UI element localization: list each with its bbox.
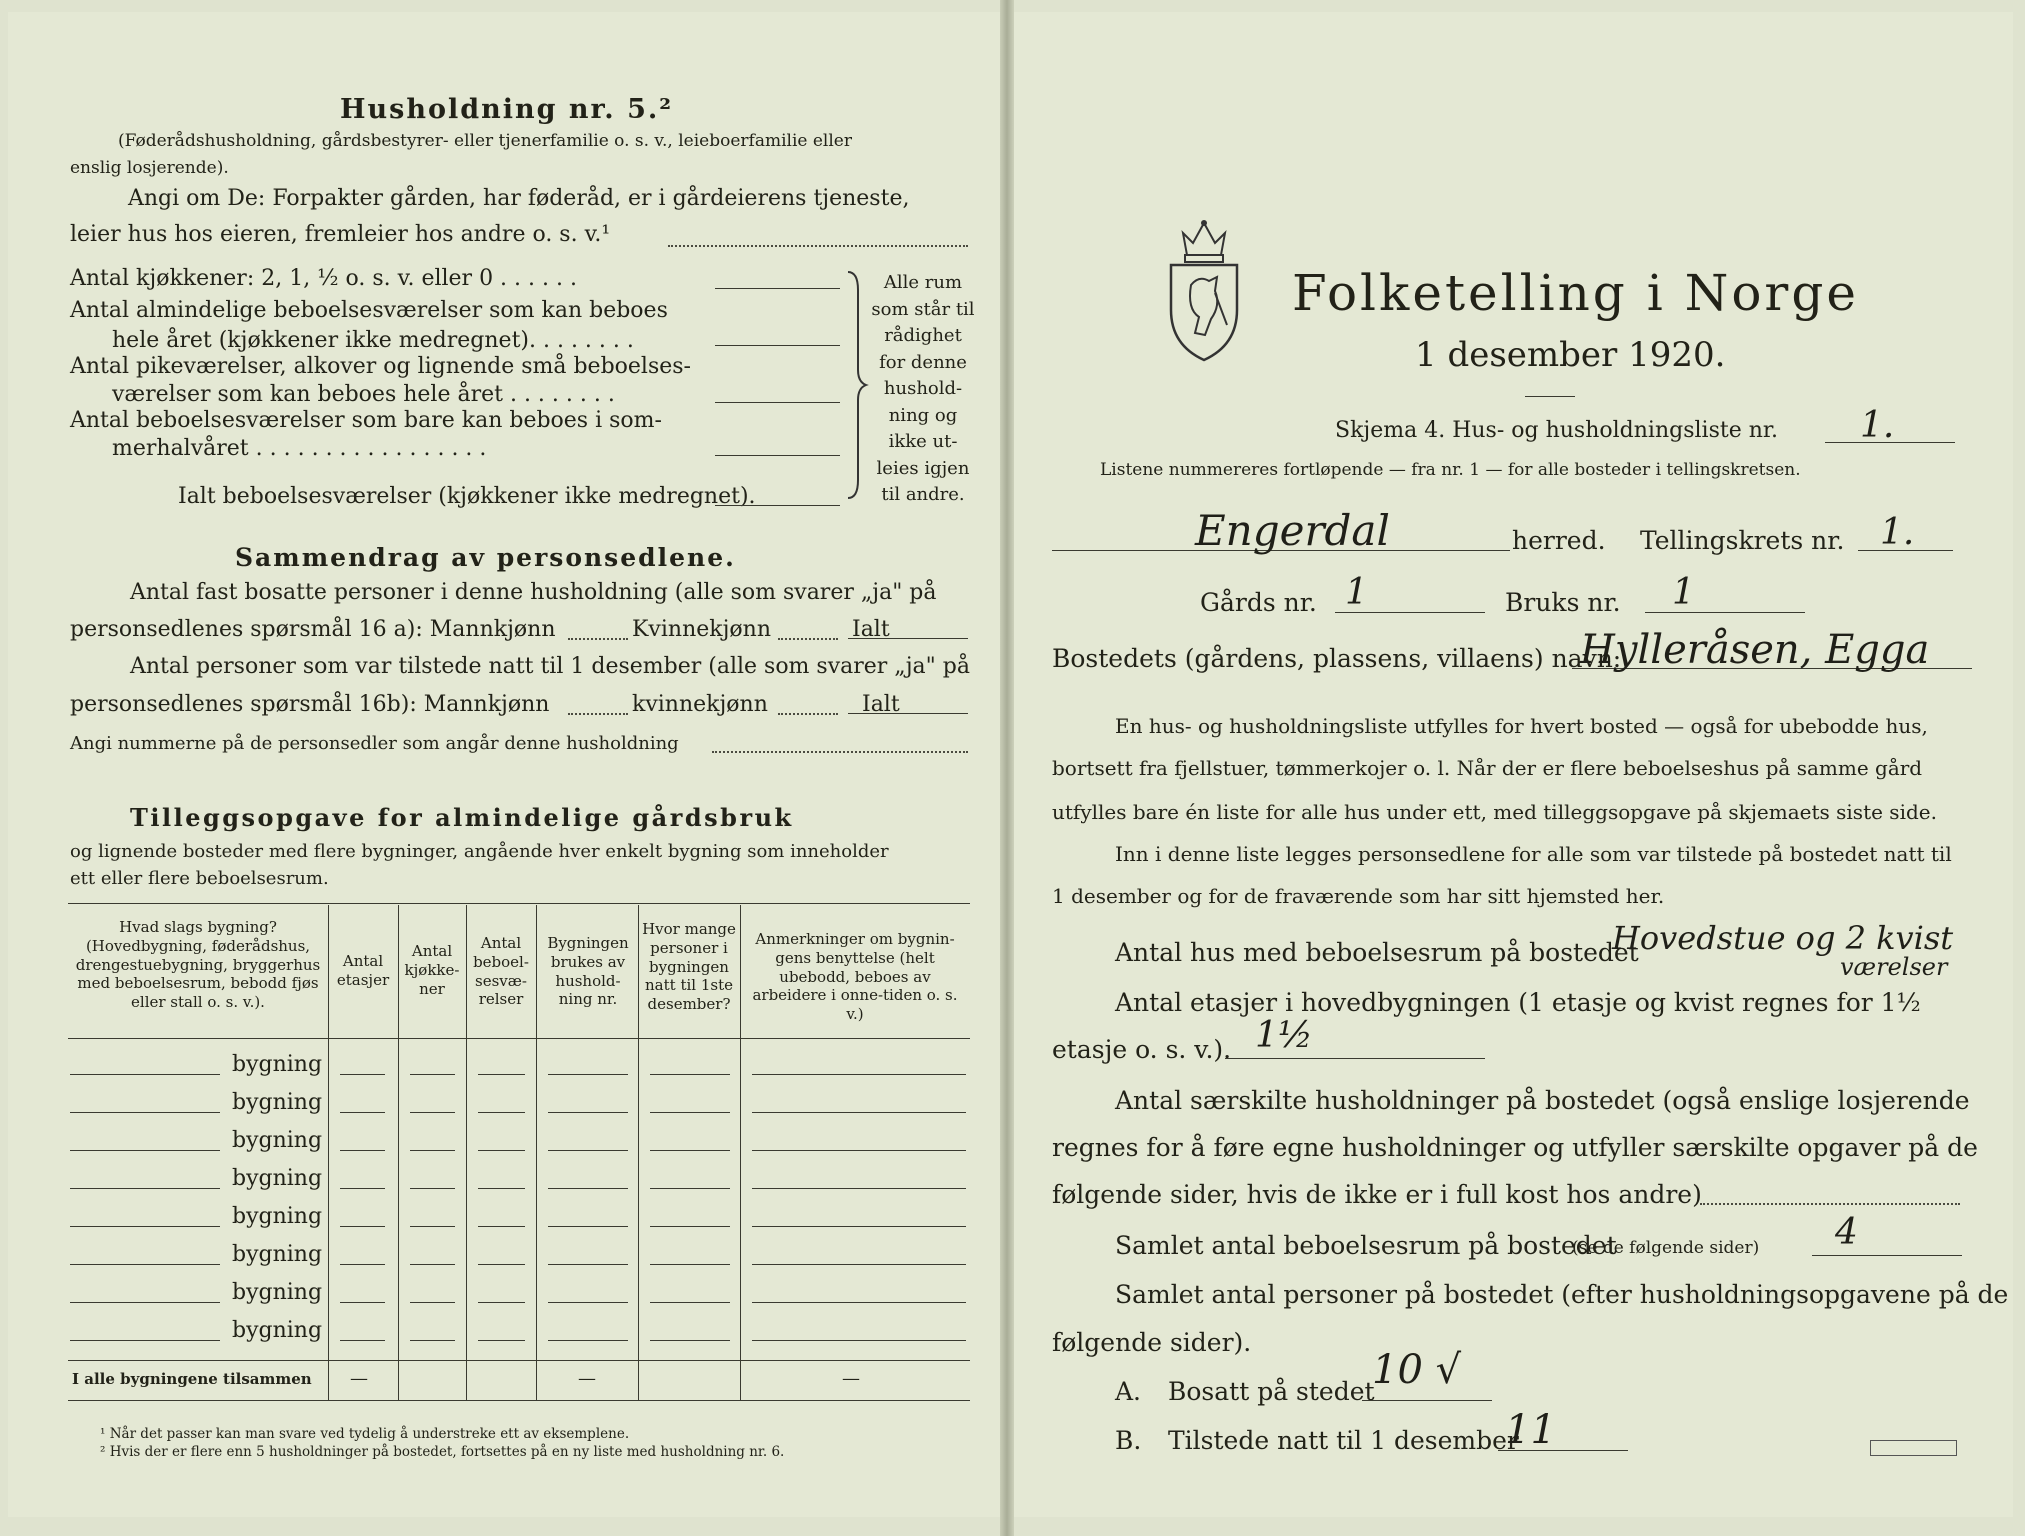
rooms-line-5: værelser som kan beboes hele året . . . . . . . . bbox=[112, 382, 615, 407]
table-cell-blank bbox=[752, 1226, 966, 1227]
table-cell-blank bbox=[548, 1264, 628, 1265]
antal-hus-label: Antal hus med beboelsesrum på bostedet bbox=[1115, 938, 1639, 967]
summary-kvinne: Kvinnekjønn bbox=[632, 617, 771, 642]
samlet-rum-fill-line bbox=[1812, 1255, 1962, 1256]
samlet-pers-line-1: Samlet antal personer på bostedet (efter husholdningsopgavene på de bbox=[1115, 1280, 2009, 1309]
footnote-1: ¹ Når det passer kan man svare ved tydelig å understreke ett av eksemplene. bbox=[100, 1426, 630, 1442]
summary-line-1: Antal fast bosatte personer i denne husholdning (alle som svarer „ja" på bbox=[130, 580, 937, 605]
table-row-label: bygning bbox=[232, 1204, 323, 1229]
printer-stamp bbox=[1870, 1440, 1957, 1456]
table-row-label: bygning bbox=[232, 1166, 323, 1191]
bracket-note-line: ning og bbox=[888, 404, 958, 426]
etasjer-line-2: etasje o. s. v.). bbox=[1052, 1035, 1232, 1064]
bruks-fill-line bbox=[1645, 612, 1805, 613]
a-text: Bosatt på stedet bbox=[1168, 1377, 1375, 1406]
table-row-blank bbox=[70, 1264, 220, 1265]
table-cell-blank bbox=[548, 1150, 628, 1151]
rooms-blank-1 bbox=[715, 288, 840, 289]
summary-ialt-2: Ialt bbox=[862, 692, 900, 717]
table-row-label: bygning bbox=[232, 1090, 323, 1115]
table-cell-blank bbox=[548, 1112, 628, 1113]
bracket-note bbox=[868, 270, 978, 509]
table-col-rule bbox=[536, 905, 537, 1400]
rooms-line-1: Antal kjøkkener: 2, 1, ½ o. s. v. eller 0 . . . . . . bbox=[70, 266, 577, 291]
table-header-anmerkninger: Anmerkninger om bygnin-gens benyttelse (helt ubebodd, beboes av arbeidere i onne-tiden o. s. v.) bbox=[752, 930, 958, 1023]
table-cell-blank bbox=[478, 1226, 525, 1227]
table-cell-blank bbox=[478, 1074, 525, 1075]
table-header-vaerelser: Antal beboel-sesvæ-relser bbox=[473, 934, 529, 1009]
table-col-rule bbox=[328, 905, 329, 1400]
table-row-blank bbox=[70, 1150, 220, 1151]
bracket-note-line: for denne bbox=[879, 351, 967, 373]
instruction-line-4: Inn i denne liste legges personsedlene for alle som var tilstede på bostedet natt til bbox=[1115, 842, 1952, 866]
table-cell-blank bbox=[478, 1340, 525, 1341]
table-row-label: bygning bbox=[232, 1052, 323, 1077]
ialt-rooms: Ialt beboelsesværelser (kjøkkener ikke medregnet). bbox=[178, 484, 756, 509]
table-cell-blank bbox=[340, 1074, 385, 1075]
census-title: Folketelling i Norge bbox=[1292, 264, 1859, 322]
samlet-rum-note: (se de følgende sider) bbox=[1572, 1238, 1760, 1258]
table-header-building: Hvad slags bygning? (Hovedbygning, føderådshus, drengestuebygning, bryggerhus med beboelsesrum, bebodd fjøs eller stall o. s. v.). bbox=[75, 918, 321, 1011]
summary-blank bbox=[568, 713, 628, 715]
gards-label: Gårds nr. bbox=[1200, 588, 1317, 617]
table-cell-blank bbox=[752, 1340, 966, 1341]
summary-line-2: personsedlenes spørsmål 16 a): Mannkjønn bbox=[70, 617, 556, 642]
census-date: 1 desember 1920. bbox=[1415, 335, 1726, 375]
table-row-label: bygning bbox=[232, 1318, 323, 1343]
table-cell-blank bbox=[752, 1112, 966, 1113]
table-row-blank bbox=[70, 1112, 220, 1113]
table-cell-blank bbox=[410, 1112, 455, 1113]
rooms-blank-2 bbox=[715, 345, 840, 346]
table-cell-blank bbox=[410, 1264, 455, 1265]
table-total-dash: — bbox=[578, 1368, 596, 1389]
numbering-note: Listene nummereres fortløpende — fra nr. 1 — for alle bosteder i tellingskretsen. bbox=[1100, 460, 1801, 480]
table-header-etasjer: Antal etasjer bbox=[336, 952, 390, 989]
table-cell-blank bbox=[650, 1226, 730, 1227]
bracket-note-line: som står til bbox=[871, 298, 975, 320]
table-row-label: bygning bbox=[232, 1128, 323, 1153]
table-cell-blank bbox=[752, 1150, 966, 1151]
table-cell-blank bbox=[410, 1074, 455, 1075]
a-label: A. bbox=[1115, 1377, 1142, 1406]
rooms-line-7: merhalvåret . . . . . . . . . . . . . . . . . bbox=[112, 436, 487, 461]
table-col-rule bbox=[398, 905, 399, 1400]
table-row-blank bbox=[70, 1340, 220, 1341]
angi-text-2: leier hus hos eieren, fremleier hos andre o. s. v.¹ bbox=[70, 222, 611, 247]
table-cell-blank bbox=[478, 1112, 525, 1113]
bracket-note-line: til andre. bbox=[881, 484, 965, 505]
table-cell-blank bbox=[478, 1264, 525, 1265]
bruks-value: 1 bbox=[1672, 572, 1695, 613]
table-cell-blank bbox=[548, 1302, 628, 1303]
table-row-blank bbox=[70, 1226, 220, 1227]
table-cell-blank bbox=[340, 1188, 385, 1189]
summary-angi: Angi nummerne på de personsedler som angår denne husholdning bbox=[70, 733, 679, 754]
table-cell-blank bbox=[752, 1302, 966, 1303]
table-header-kjokkener: Antal kjøkke-ner bbox=[404, 942, 460, 998]
table-row-label: bygning bbox=[232, 1280, 323, 1305]
table-bottom-rule bbox=[68, 1400, 970, 1401]
table-cell-blank bbox=[410, 1340, 455, 1341]
bracket-icon bbox=[840, 270, 870, 500]
samlet-rum-label: Samlet antal beboelsesrum på bostedet bbox=[1115, 1231, 1617, 1260]
angi-text: Angi om De: Forpakter gården, har føderåd, er i gårdeierens tjeneste, bbox=[128, 186, 910, 211]
angi-fill-line bbox=[668, 245, 968, 247]
summary-blank bbox=[848, 713, 968, 714]
table-cell-blank bbox=[650, 1074, 730, 1075]
summary-ialt: Ialt bbox=[852, 617, 890, 642]
table-col-rule bbox=[638, 905, 639, 1400]
etasjer-value: 1½ bbox=[1255, 1015, 1313, 1056]
table-total-dash: — bbox=[842, 1368, 860, 1389]
table-cell-blank bbox=[340, 1340, 385, 1341]
table-cell-blank bbox=[650, 1302, 730, 1303]
table-row-blank bbox=[70, 1074, 220, 1075]
tillegg-line-2: ett eller flere beboelsesrum. bbox=[70, 868, 329, 889]
table-cell-blank bbox=[410, 1226, 455, 1227]
summary-heading: Sammendrag av personsedlene. bbox=[235, 543, 736, 572]
table-cell-blank bbox=[650, 1264, 730, 1265]
bracket-note-line: Alle rum bbox=[883, 272, 963, 293]
tillegg-line-1: og lignende bosteder med flere bygninger, angående hver enkelt bygning som inneholder bbox=[70, 841, 889, 862]
table-header-personer: Hvor mange personer i bygningen natt til 1ste desember? bbox=[642, 920, 736, 1013]
summary-line-4: personsedlenes spørsmål 16b): Mannkjønn bbox=[70, 692, 550, 717]
etasjer-fill-line bbox=[1225, 1058, 1485, 1059]
table-cell-blank bbox=[548, 1226, 628, 1227]
table-header-rule bbox=[68, 1038, 970, 1039]
page-fold bbox=[1000, 0, 1014, 1536]
table-row-blank bbox=[70, 1302, 220, 1303]
table-cell-blank bbox=[548, 1340, 628, 1341]
table-cell-blank bbox=[478, 1302, 525, 1303]
table-cell-blank bbox=[410, 1302, 455, 1303]
summary-line-3: Antal personer som var tilstede natt til 1 desember (alle som svarer „ja" på bbox=[130, 654, 970, 679]
krets-value: 1. bbox=[1880, 512, 1915, 553]
table-total-label: I alle bygningene tilsammen bbox=[72, 1370, 312, 1388]
sarskilte-line-3: følgende sider, hvis de ikke er i full kost hos andre) bbox=[1052, 1180, 1702, 1209]
table-cell-blank bbox=[752, 1074, 966, 1075]
table-cell-blank bbox=[650, 1150, 730, 1151]
rooms-blank-4 bbox=[715, 455, 840, 456]
b-value: 11 bbox=[1505, 1407, 1556, 1453]
skjema-label: Skjema 4. Hus- og husholdningsliste nr. bbox=[1335, 418, 1778, 443]
rooms-line-3: hele året (kjøkkener ikke medregnet). . . . . . . . bbox=[112, 328, 634, 353]
table-cell-blank bbox=[548, 1074, 628, 1075]
table-cell-blank bbox=[340, 1302, 385, 1303]
summary-blank bbox=[778, 713, 838, 715]
table-col-rule bbox=[466, 905, 467, 1400]
b-label: B. bbox=[1115, 1426, 1142, 1455]
table-top-rule bbox=[68, 903, 970, 904]
table-cell-blank bbox=[478, 1150, 525, 1151]
table-cell-blank bbox=[340, 1150, 385, 1151]
antal-hus-value-2: værelser bbox=[1840, 953, 1948, 981]
krets-label: Tellingskrets nr. bbox=[1640, 526, 1845, 555]
table-cell-blank bbox=[410, 1188, 455, 1189]
bracket-note-line: hushold- bbox=[883, 378, 963, 399]
bracket-note-line: ikke ut- bbox=[888, 431, 958, 452]
table-header-husholdning: Bygningen brukes av hushold-ning nr. bbox=[547, 934, 629, 1009]
table-total-dash: — bbox=[350, 1368, 368, 1389]
rooms-line-2: Antal almindelige beboelsesværelser som kan beboes bbox=[70, 298, 668, 323]
table-col-rule bbox=[740, 905, 741, 1400]
table-cell-blank bbox=[650, 1188, 730, 1189]
gards-value: 1 bbox=[1345, 572, 1368, 613]
instruction-line-2: bortsett fra fjellstuer, tømmerkojer o. l. Når der er flere beboelseshus på samme gård bbox=[1052, 756, 1923, 780]
table-row-label: bygning bbox=[232, 1242, 323, 1267]
ialt-blank bbox=[715, 505, 840, 506]
summary-blank bbox=[778, 638, 838, 640]
etasjer-line-1: Antal etasjer i hovedbygningen (1 etasje og kvist regnes for 1½ bbox=[1115, 988, 1921, 1017]
bracket-note-line: leies igjen bbox=[876, 457, 970, 479]
table-cell-blank bbox=[410, 1150, 455, 1151]
household-subheading: (Føderådshusholdning, gårdsbestyrer- eller tjenerfamilie o. s. v., leieboerfamilie eller bbox=[118, 131, 852, 151]
summary-blank bbox=[568, 638, 628, 640]
skjema-number: 1. bbox=[1860, 405, 1895, 446]
a-value: 10 √ bbox=[1372, 1347, 1462, 1393]
antal-hus-value: Hovedstue og 2 kvist bbox=[1612, 919, 1954, 957]
bosted-value: Hylleråsen, Egga bbox=[1580, 627, 1930, 673]
samlet-pers-line-2: følgende sider). bbox=[1052, 1328, 1252, 1357]
herred-label: herred. bbox=[1512, 526, 1606, 555]
herred-value: Engerdal bbox=[1195, 506, 1390, 555]
table-cell-blank bbox=[752, 1264, 966, 1265]
summary-kvinne-2: kvinnekjønn bbox=[632, 692, 768, 717]
table-row-blank bbox=[70, 1188, 220, 1189]
household-subheading-2: enslig losjerende). bbox=[70, 158, 229, 178]
norway-coat-of-arms-icon bbox=[1165, 215, 1243, 365]
table-cell-blank bbox=[340, 1264, 385, 1265]
bracket-note-line: rådighet bbox=[884, 325, 962, 346]
footnote-2: ² Hvis der er flere enn 5 husholdninger på bostedet, fortsettes på en ny liste med husholdning nr. 6. bbox=[100, 1444, 785, 1460]
rooms-blank-3 bbox=[715, 402, 840, 403]
sarskilte-line-1: Antal særskilte husholdninger på bostedet (også enslige losjerende bbox=[1115, 1086, 1970, 1115]
rooms-line-4: Antal pikeværelser, alkover og lignende små beboelses- bbox=[70, 354, 691, 379]
table-cell-blank bbox=[548, 1188, 628, 1189]
summary-blank bbox=[712, 751, 968, 753]
instruction-line-5: 1 desember og for de fraværende som har sitt hjemsted her. bbox=[1052, 884, 1665, 908]
a-fill-line bbox=[1362, 1400, 1492, 1401]
bruks-label: Bruks nr. bbox=[1505, 588, 1621, 617]
table-cell-blank bbox=[340, 1226, 385, 1227]
table-cell-blank bbox=[650, 1340, 730, 1341]
summary-blank bbox=[848, 638, 968, 639]
instruction-line-1: En hus- og husholdningsliste utfylles for hvert bosted — også for ubebodde hus, bbox=[1115, 714, 1928, 738]
table-total-rule bbox=[68, 1360, 970, 1361]
table-cell-blank bbox=[340, 1112, 385, 1113]
table-cell-blank bbox=[478, 1188, 525, 1189]
sarskilte-line-2: regnes for å føre egne husholdninger og utfyller særskilte opgaver på de bbox=[1052, 1133, 1978, 1162]
instruction-line-3: utfylles bare én liste for alle hus under ett, med tilleggsopgave på skjemaets siste side. bbox=[1052, 800, 1937, 824]
title-rule bbox=[1525, 396, 1575, 397]
tillegg-heading: Tilleggsopgave for almindelige gårdsbruk bbox=[130, 803, 794, 832]
samlet-rum-value: 4 bbox=[1835, 1212, 1858, 1253]
bosted-label: Bostedets (gårdens, plassens, villaens) navn: bbox=[1052, 644, 1622, 673]
household-heading: Husholdning nr. 5.² bbox=[340, 94, 674, 125]
rooms-line-6: Antal beboelsesværelser som bare kan beboes i som- bbox=[70, 408, 662, 433]
table-cell-blank bbox=[752, 1188, 966, 1189]
sarskilte-fill-line bbox=[1700, 1203, 1960, 1205]
table-cell-blank bbox=[650, 1112, 730, 1113]
b-text: Tilstede natt til 1 desember bbox=[1168, 1426, 1519, 1455]
